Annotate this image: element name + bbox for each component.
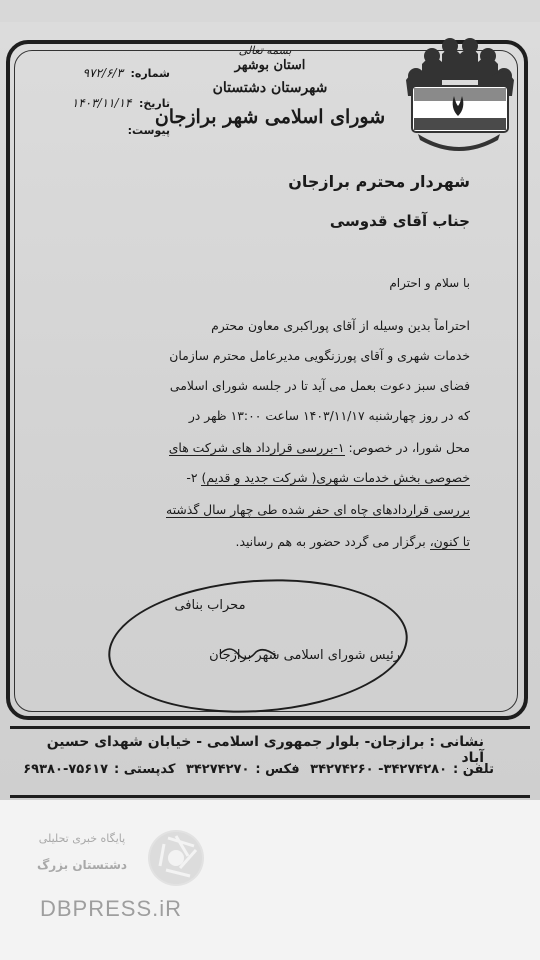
- fax-value: ۳۴۲۷۴۲۷۰: [185, 762, 250, 777]
- body-line: [70, 378, 470, 402]
- recipient-title: شهردار محترم برازجان: [288, 172, 470, 191]
- attachment-label: پیوست:: [127, 124, 170, 137]
- number-label: شماره:: [130, 67, 170, 80]
- body-line: [70, 534, 470, 558]
- body-text: احتراماً بدین وسیله از آقای پوراکبری معاون محترم: [211, 318, 470, 333]
- signature-scrawl-icon: [218, 640, 278, 664]
- body-text: برگزار می گردد حضور به هم رسانید.: [235, 534, 430, 549]
- date-value: ۱۴۰۳/۱۱/۱۴: [71, 96, 132, 110]
- postal-label: کدپستی :: [114, 762, 176, 777]
- address-label: نشانی :: [429, 734, 484, 750]
- footer-contacts: [14, 762, 494, 777]
- date-label: تاریخ:: [138, 97, 170, 110]
- body-line: [70, 318, 470, 342]
- letter-attachment: [20, 124, 170, 137]
- body-line: [70, 502, 470, 526]
- signatory-name: محراب بنافی: [174, 598, 246, 613]
- fax-label: فکس :: [255, 762, 300, 777]
- body-text: محل شورا، در خصوص:: [344, 440, 470, 455]
- recipient-name: جناب آقای قدوسی: [329, 212, 470, 230]
- county-heading: شهرستان دشتستان: [212, 80, 328, 96]
- underlined-text: خصوصی بخش خدمات شهری( شرکت جدید و قدیم): [201, 470, 470, 485]
- province-heading: استان بوشهر: [234, 58, 306, 73]
- phone-label: تلفن :: [453, 762, 494, 777]
- bismillah-heading: بسمه تعالی: [238, 44, 292, 57]
- camera-aperture-icon: [148, 830, 204, 886]
- body-line: [70, 470, 470, 494]
- watermark-site-name: دشتستان بزرگ: [36, 858, 128, 872]
- body-text: که در روز چهارشنبه ۱۴۰۳/۱۱/۱۷ ساعت ۱۳:۰۰ ظهر در: [188, 408, 470, 423]
- address-value: برازجان- بلوار جمهوری اسلامی - خیابان شهدای حسین آباد: [46, 734, 484, 766]
- underlined-text: بررسی قراردادهای چاه ای حفر شده طی چهار سال گذشته: [166, 502, 470, 517]
- body-text: خدمات شهری و آقای پورزنگویی مدیرعامل محترم سازمان: [169, 348, 470, 363]
- council-emblem-icon: [398, 36, 520, 154]
- body-line: [70, 440, 470, 464]
- letter-number: [20, 66, 170, 80]
- greeting: با سلام و احترام: [389, 276, 470, 290]
- letter-date: [20, 96, 170, 110]
- body-text: فضای سبز دعوت بعمل می آید تا در جلسه شورای اسلامی: [169, 378, 470, 393]
- phone-value: ۳۴۲۷۴۲۸۰- ۳۴۲۷۴۲۶۰: [310, 762, 448, 777]
- body-line: [70, 348, 470, 372]
- body-line: [70, 408, 470, 432]
- postal-value: ۷۵۶۱۷-۶۹۳۸۰: [23, 762, 109, 777]
- underlined-text: تا کنون،: [429, 534, 470, 549]
- body-text: ۲-: [186, 470, 202, 485]
- council-heading: شورای اسلامی شهر برازجان: [154, 106, 386, 128]
- watermark-tagline: پایگاه خبری تحلیلی: [38, 832, 126, 845]
- underlined-text: ۱-بررسی قرارداد های شرکت های: [168, 440, 345, 455]
- watermark-brand: DBPRESS.iR: [40, 896, 183, 921]
- signatory-title: رئیس شورای اسلامی شهر برازجان: [209, 648, 400, 663]
- number-value: ۹۷۲/۶/۳: [82, 66, 123, 80]
